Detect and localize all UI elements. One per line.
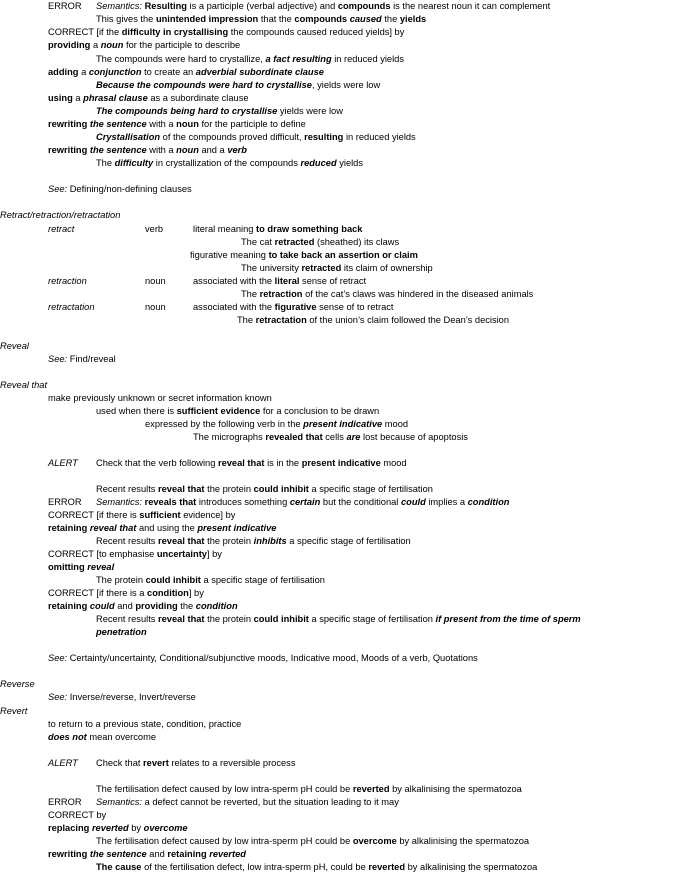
- text-line: [193, 275, 366, 287]
- text-run: verb: [227, 145, 247, 155]
- text-run: reveal that: [158, 614, 205, 624]
- text-line: [48, 757, 78, 769]
- text-run: retractation: [255, 315, 307, 325]
- text-line: [48, 548, 222, 560]
- text-run: (sheathed) its claws: [314, 237, 400, 247]
- text-run: sense of retract: [299, 276, 367, 286]
- text-run: reveals that: [144, 497, 197, 507]
- text-run: in reduced yields: [331, 54, 404, 64]
- text-run: Retract/retraction/retractation: [0, 210, 121, 220]
- text-run: retaining: [48, 523, 88, 533]
- text-run: phrasal clause: [83, 93, 148, 103]
- text-run: a: [90, 40, 101, 50]
- text-run: the sentence: [89, 119, 147, 129]
- text-run: The protein: [96, 575, 146, 585]
- text-run: ALERT: [48, 758, 78, 768]
- text-line: [145, 223, 163, 235]
- text-line: [96, 861, 537, 873]
- text-run: a: [72, 93, 84, 103]
- text-run: but the conditional: [320, 497, 401, 507]
- text-run: reveal that: [158, 484, 205, 494]
- text-run: figurative meaning: [190, 250, 269, 260]
- text-run: compounds: [294, 14, 350, 24]
- text-run: sufficient: [139, 510, 181, 520]
- text-line: [96, 53, 404, 65]
- text-run: CORRECT [if there is: [48, 510, 140, 520]
- text-run: could: [400, 497, 426, 507]
- text-run: This gives the: [96, 14, 156, 24]
- text-run: Find/reveal: [67, 354, 116, 364]
- text-run: Semantics:: [96, 797, 142, 807]
- text-run: compounds: [337, 1, 391, 11]
- text-run: the: [177, 601, 196, 611]
- text-run: and using the: [136, 523, 198, 533]
- text-run: conjunction: [88, 67, 142, 77]
- text-run: The cat: [241, 237, 275, 247]
- text-run: a specific stage of fertilisation: [308, 484, 433, 494]
- text-run: Recent results: [96, 536, 159, 546]
- text-run: penetration: [96, 627, 147, 637]
- text-run: to draw something back: [256, 224, 363, 234]
- text-line: [48, 301, 95, 313]
- text-line: [0, 340, 29, 352]
- text-run: Revert: [0, 706, 28, 716]
- text-run: overcome: [352, 836, 397, 846]
- text-run: providing: [135, 601, 178, 611]
- text-line: [48, 223, 74, 235]
- text-line: [48, 822, 188, 834]
- text-line: [48, 522, 276, 534]
- text-run: inhibits: [253, 536, 287, 546]
- text-line: [0, 209, 120, 221]
- text-line: [48, 183, 192, 195]
- text-run: its claim of ownership: [341, 263, 433, 273]
- text-run: See:: [48, 653, 68, 663]
- text-run: difficulty: [114, 158, 154, 168]
- text-run: mood: [380, 458, 407, 468]
- text-line: [145, 301, 166, 313]
- text-run: figurative: [274, 302, 317, 312]
- text-line: [96, 0, 550, 12]
- text-run: Resulting: [144, 1, 187, 11]
- text-run: if present from the time of sperm: [435, 614, 581, 624]
- text-run: and: [146, 849, 168, 859]
- text-run: overcome: [143, 823, 188, 833]
- text-run: as a subordinate clause: [147, 93, 249, 103]
- text-run: could inhibit: [253, 484, 309, 494]
- text-line: [48, 26, 404, 38]
- text-line: [0, 705, 27, 717]
- text-run: noun: [176, 145, 199, 155]
- text-run: yields: [399, 14, 427, 24]
- text-line: [96, 405, 379, 417]
- text-run: retaining: [167, 849, 207, 859]
- text-run: noun: [145, 302, 166, 312]
- text-line: [96, 457, 407, 469]
- text-run: retracted: [274, 237, 315, 247]
- text-run: See:: [48, 354, 68, 364]
- text-run: See:: [48, 692, 68, 702]
- text-run: introduces something: [196, 497, 290, 507]
- text-run: rewriting: [48, 119, 88, 129]
- text-line: [241, 288, 533, 300]
- text-line: [145, 275, 166, 287]
- text-run: could inhibit: [253, 614, 309, 624]
- text-run: to return to a previous state, condition, practice: [48, 719, 242, 729]
- text-run: a specific stage of fertilisation: [200, 575, 325, 585]
- text-run: CORRECT [if there is a: [48, 588, 148, 598]
- text-run: Reverse: [0, 679, 35, 689]
- text-run: Defining/non-defining clauses: [67, 184, 192, 194]
- text-run: by alkalinising the spermatozoa: [389, 784, 522, 794]
- text-run: by alkalinising the spermatozoa: [396, 836, 530, 846]
- text-line: [96, 535, 411, 547]
- text-run: ] by: [188, 588, 204, 598]
- text-run: The cause: [96, 862, 142, 872]
- text-run: evidence] by: [180, 510, 236, 520]
- text-line: [96, 626, 147, 638]
- text-run: for the participle to describe: [123, 40, 241, 50]
- text-run: literal: [274, 276, 300, 286]
- text-line: [48, 652, 478, 664]
- text-run: Crystallisation: [96, 132, 161, 142]
- text-run: reveal that: [217, 458, 265, 468]
- text-run: expressed by the following verb in the: [145, 419, 304, 429]
- text-run: the sentence: [89, 145, 147, 155]
- text-run: the protein: [204, 536, 254, 546]
- text-run: noun: [100, 40, 124, 50]
- text-run: resulting: [304, 132, 344, 142]
- text-run: Reveal: [0, 341, 29, 351]
- text-run: The fertilisation defect caused by low intra-sperm pH could be: [96, 836, 353, 846]
- text-line: [48, 848, 246, 860]
- text-run: omitting: [48, 562, 85, 572]
- text-run: is the nearest noun it can complement: [390, 1, 551, 11]
- text-run: Recent results: [96, 484, 159, 494]
- text-run: verb: [145, 224, 164, 234]
- text-run: mean overcome: [86, 732, 156, 742]
- text-run: the compounds caused reduced yields] by: [228, 27, 405, 37]
- text-run: Semantics:: [96, 497, 142, 507]
- text-run: the sentence: [89, 849, 147, 859]
- text-run: is a participle (verbal adjective) and: [186, 1, 338, 11]
- text-line: [96, 131, 416, 143]
- text-run: Semantics:: [96, 1, 145, 11]
- text-run: cells: [322, 432, 347, 442]
- text-line: [48, 118, 306, 130]
- text-run: uncertainty: [156, 549, 207, 559]
- text-line: [48, 731, 156, 743]
- text-run: are: [346, 432, 361, 442]
- text-run: and a: [198, 145, 228, 155]
- text-run: noun: [145, 276, 166, 286]
- text-run: a: [78, 67, 89, 77]
- text-run: revert: [143, 758, 169, 768]
- text-run: difficulty in crystallising: [121, 27, 229, 37]
- text-line: [193, 301, 394, 313]
- text-run: Check that: [96, 758, 144, 768]
- text-run: The university: [241, 263, 302, 273]
- text-run: literal meaning: [193, 224, 257, 234]
- text-run: of the union’s claim followed the Dean’s decision: [306, 315, 510, 325]
- text-run: yields: [336, 158, 363, 168]
- text-run: reverted: [368, 862, 406, 872]
- text-line: [48, 718, 241, 730]
- text-run: present indicative: [301, 458, 381, 468]
- text-line: [48, 796, 82, 808]
- text-run: The compounds were hard to crystallize,: [96, 54, 266, 64]
- text-run: , yields were low: [311, 80, 381, 90]
- text-run: condition: [467, 497, 510, 507]
- text-line: [96, 79, 380, 91]
- text-line: [190, 249, 418, 261]
- text-run: revealed that: [265, 432, 323, 442]
- text-run: of the fertilisation defect, low intra-sperm pH, could be: [141, 862, 369, 872]
- text-run: The compounds being hard to crystallise: [96, 106, 278, 116]
- text-run: a specific stage of fertilisation: [286, 536, 411, 546]
- text-run: the: [381, 14, 400, 24]
- text-run: of the cat’s claws was hindered in the diseased animals: [302, 289, 534, 299]
- text-line: [48, 353, 116, 365]
- text-line: [237, 314, 509, 326]
- text-run: Reveal that: [0, 380, 48, 390]
- text-line: [96, 483, 433, 495]
- text-line: [48, 66, 324, 78]
- text-line: [48, 600, 238, 612]
- text-run: CORRECT [to emphasise: [48, 549, 157, 559]
- text-line: [96, 157, 363, 169]
- text-line: [48, 587, 204, 599]
- text-line: [48, 392, 272, 404]
- text-line: [48, 457, 78, 469]
- text-run: the protein: [204, 484, 254, 494]
- text-run: retraction: [48, 276, 87, 286]
- text-run: retracted: [301, 263, 342, 273]
- text-run: present indicative: [197, 523, 277, 533]
- text-line: [193, 223, 362, 235]
- text-run: providing: [48, 40, 91, 50]
- text-run: The: [237, 315, 256, 325]
- text-run: to take back an assertion or claim: [268, 250, 418, 260]
- text-line: [48, 92, 249, 104]
- text-run: for a conclusion to be drawn: [260, 406, 380, 416]
- text-line: [96, 757, 295, 769]
- text-run: mood: [382, 419, 409, 429]
- text-line: [48, 561, 114, 573]
- text-run: is in the: [264, 458, 302, 468]
- text-run: adverbial subordinate clause: [195, 67, 324, 77]
- text-run: a specific stage of fertilisation: [308, 614, 436, 624]
- text-line: [48, 509, 235, 521]
- text-run: ERROR: [48, 797, 82, 807]
- text-run: retractation: [48, 302, 95, 312]
- text-run: reverted: [91, 823, 129, 833]
- text-run: reverted: [352, 784, 390, 794]
- text-run: CORRECT [if the: [48, 27, 122, 37]
- text-run: used when there is: [96, 406, 177, 416]
- text-line: [96, 796, 399, 808]
- text-run: The fertilisation defect caused by low intra-sperm pH could be: [96, 784, 353, 794]
- text-run: does not: [48, 732, 87, 742]
- text-run: relates to a reversible process: [168, 758, 296, 768]
- text-run: reverted: [209, 849, 246, 859]
- text-run: associated with the: [193, 276, 275, 286]
- text-line: [48, 144, 247, 156]
- text-run: the protein: [204, 614, 254, 624]
- text-run: Certainty/uncertainty, Conditional/subjunctive moods, Indicative mood, Moods of a verb, Quotations: [67, 653, 478, 663]
- text-run: reveal that: [89, 523, 137, 533]
- text-line: [48, 39, 240, 51]
- text-line: [96, 783, 522, 795]
- text-line: [96, 13, 426, 25]
- text-run: noun: [176, 119, 199, 129]
- text-run: a defect cannot be reverted, but the situation leading to it may: [142, 797, 399, 807]
- text-run: lost because of apoptosis: [360, 432, 468, 442]
- text-run: reveal that: [158, 536, 205, 546]
- text-run: ] by: [206, 549, 222, 559]
- text-run: yields were low: [277, 106, 343, 116]
- text-line: [48, 691, 196, 703]
- text-run: sense of to retract: [316, 302, 394, 312]
- text-run: certain: [289, 497, 321, 507]
- text-run: unintended impression: [155, 14, 259, 24]
- text-line: [145, 418, 408, 430]
- text-run: present indicative: [303, 419, 383, 429]
- text-run: See:: [48, 184, 68, 194]
- text-line: [96, 613, 581, 625]
- text-run: adding: [48, 67, 79, 77]
- text-run: Recent results: [96, 614, 159, 624]
- text-run: retaining: [48, 601, 88, 611]
- text-run: reduced: [300, 158, 337, 168]
- text-run: in crystallization of the compounds: [153, 158, 301, 168]
- text-run: using: [48, 93, 73, 103]
- text-run: by: [128, 823, 144, 833]
- text-run: Check that the verb following: [96, 458, 218, 468]
- text-run: The: [96, 158, 115, 168]
- text-run: by alkalinising the spermatozoa: [405, 862, 538, 872]
- text-run: Inverse/reverse, Invert/reverse: [67, 692, 196, 702]
- text-run: in reduced yields: [343, 132, 416, 142]
- text-line: [48, 275, 87, 287]
- text-run: and: [114, 601, 136, 611]
- text-run: Because the compounds were hard to crystallise: [96, 80, 312, 90]
- text-run: could inhibit: [145, 575, 201, 585]
- text-line: [241, 262, 433, 274]
- text-run: that the: [258, 14, 295, 24]
- text-line: [48, 809, 106, 821]
- text-line: [48, 0, 82, 12]
- text-run: make previously unknown or secret information known: [48, 393, 272, 403]
- text-run: ERROR: [48, 1, 82, 11]
- text-run: for the participle to define: [198, 119, 306, 129]
- text-run: implies a: [425, 497, 468, 507]
- text-line: [96, 574, 325, 586]
- text-run: sufficient evidence: [176, 406, 261, 416]
- text-run: rewriting: [48, 145, 88, 155]
- text-run: rewriting: [48, 849, 88, 859]
- text-run: retraction: [259, 289, 303, 299]
- text-run: retract: [48, 224, 75, 234]
- text-run: could: [89, 601, 115, 611]
- text-run: to create an: [141, 67, 196, 77]
- text-line: [48, 496, 82, 508]
- text-run: ALERT: [48, 458, 78, 468]
- text-run: CORRECT by: [48, 810, 107, 820]
- text-line: [193, 431, 468, 443]
- text-run: The micrographs: [193, 432, 266, 442]
- text-line: [96, 835, 529, 847]
- text-run: of the compounds proved difficult,: [160, 132, 305, 142]
- text-run: with a: [146, 145, 177, 155]
- text-run: condition: [195, 601, 238, 611]
- text-line: [241, 236, 399, 248]
- text-run: a fact resulting: [265, 54, 332, 64]
- text-run: condition: [147, 588, 189, 598]
- text-line: [96, 105, 343, 117]
- text-run: associated with the: [193, 302, 275, 312]
- text-run: caused: [349, 14, 382, 24]
- text-run: replacing: [48, 823, 90, 833]
- text-line: [0, 678, 35, 690]
- text-run: with a: [146, 119, 177, 129]
- text-line: [96, 496, 509, 508]
- text-run: The: [241, 289, 260, 299]
- text-run: ERROR: [48, 497, 82, 507]
- text-run: reveal: [87, 562, 115, 572]
- text-line: [0, 379, 47, 391]
